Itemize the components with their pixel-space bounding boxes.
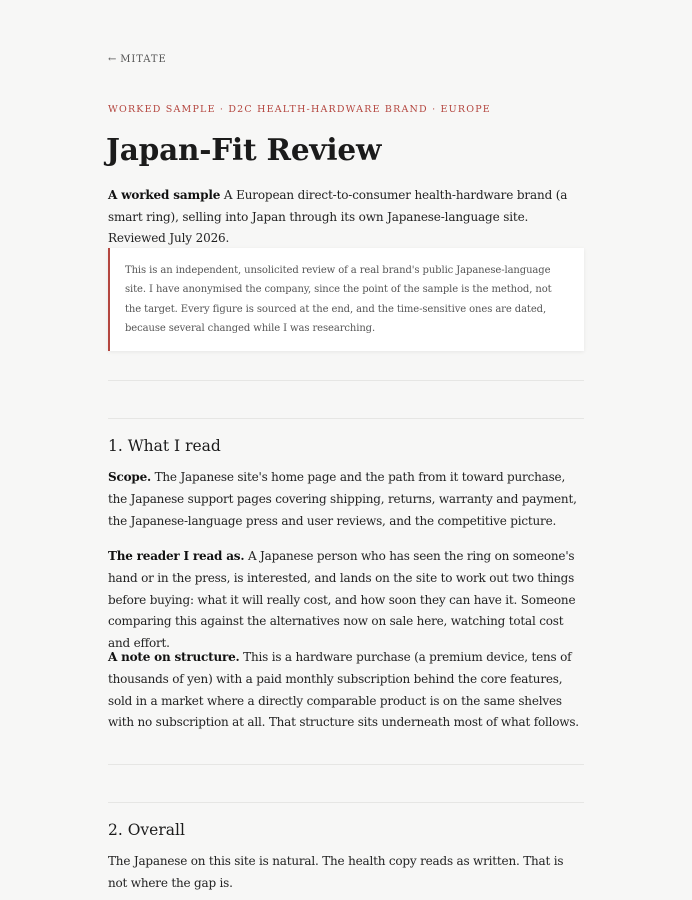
divider — [108, 802, 584, 803]
paragraph-text: This is a hardware purchase (a premium device, tens of thousands of yen) with a paid monthly subscription behind the core features, sold in a market where a directly comparable product is on the same shelves with no subscription at all. That structure sits underneath most of what follows. — [108, 650, 579, 730]
paragraph-text: The Japanese site's home page and the path from it toward purchase, the Japanese support pages covering shipping, returns, warranty and payment, the Japanese-language press and user reviews, and the competitive picture. — [108, 470, 577, 528]
divider — [108, 418, 584, 419]
paragraph-text: A Japanese person who has seen the ring on someone's hand or in the press, is interested, and lands on the site to work out two things before buying: what it will really cost, and how soon they can have it. Someone comparing this against the alternatives now on sale here, watching total cost and effort. — [108, 549, 576, 651]
paragraph-lead: Scope. — [108, 470, 151, 484]
paragraph-reader — [108, 546, 584, 655]
section-title-overall: 2. Overall — [108, 821, 185, 839]
back-link-label: MITATE — [120, 54, 167, 65]
callout-text: This is an independent, unsolicited review of a real brand's public Japanese-language site. I have anonymised the company, since the point of the sample is the method, not the target. Every figure is sourced at the end, and the time-sensitive ones are dated, because several changed while I was researching. — [125, 265, 552, 335]
divider — [108, 380, 584, 381]
back-arrow-icon: ← — [108, 54, 118, 65]
paragraph-scope — [108, 467, 584, 532]
intro-lead: A worked sample — [108, 188, 221, 202]
paragraph-text: The Japanese on this site is natural. The health copy reads as written. That is not where the gap is. — [108, 854, 564, 890]
page-title: Japan-Fit Review — [106, 132, 382, 167]
intro-paragraph — [108, 185, 584, 250]
paragraph-lead: A note on structure. — [108, 650, 240, 664]
eyebrow-label: WORKED SAMPLE · D2C HEALTH-HARDWARE BRAND · EUROPE — [108, 104, 491, 115]
paragraph-overall — [108, 851, 584, 895]
paragraph-lead: The reader I read as. — [108, 549, 245, 563]
disclaimer-callout — [108, 248, 584, 351]
back-link[interactable] — [108, 54, 167, 65]
section-title-what-i-read: 1. What I read — [108, 437, 221, 455]
divider — [108, 764, 584, 765]
intro-text: A European direct-to-consumer health-hardware brand (a smart ring), selling into Japan through its own Japanese-language site. Reviewed July 2026. — [108, 188, 568, 245]
paragraph-structure — [108, 647, 584, 734]
